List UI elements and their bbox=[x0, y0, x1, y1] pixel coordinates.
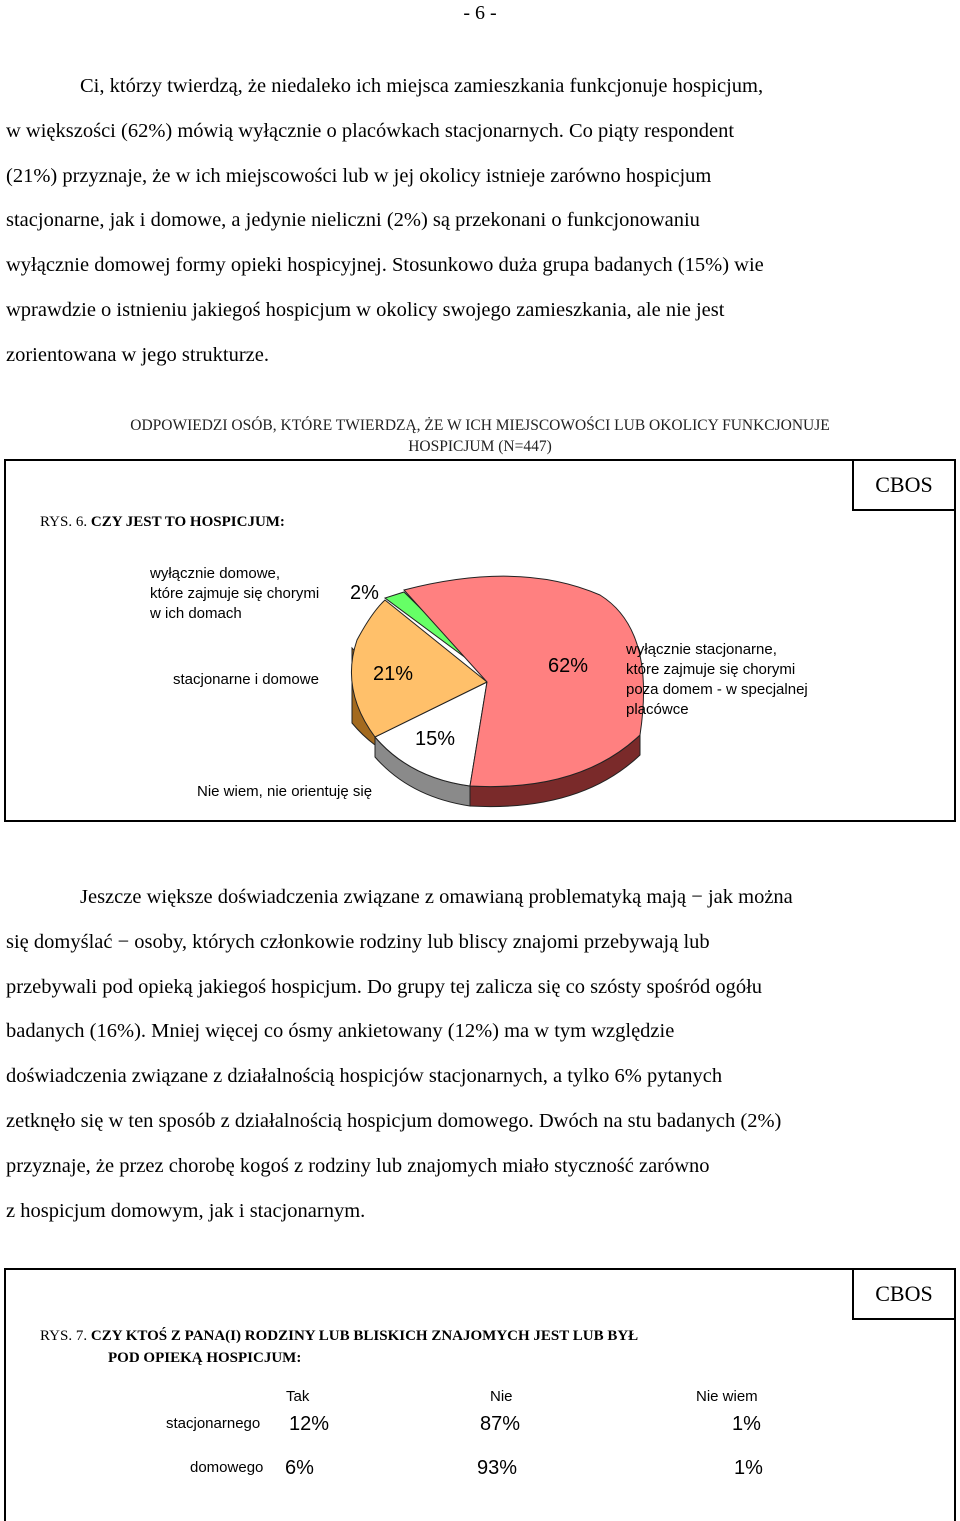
pct-niewiem: 15% bbox=[415, 728, 456, 750]
text-line: przyznaje, że przez chorobę kogoś z rodziny lub znajomych miało styczność zarówno bbox=[6, 1154, 710, 1177]
figure-6-title-line: ODPOWIEDZI OSÓB, KTÓRE TWIERDZĄ, ŻE W ICH MIEJSCOWOŚCI LUB OKOLICY FUNKCJONUJE bbox=[130, 417, 830, 434]
bar-value-tak: 6% bbox=[285, 1457, 314, 1479]
text-line: doświadczenia związane z działalnością hospicjów stacjonarnych, a tylko 6% pytanych bbox=[6, 1065, 723, 1088]
cbos-badge: CBOS bbox=[852, 459, 956, 511]
text-line: zorientowana w jego strukturze. bbox=[6, 343, 269, 366]
label-stac bbox=[626, 640, 808, 720]
label-niewiem: Nie wiem, nie orientuję się bbox=[197, 783, 373, 800]
label-line: wyłącznie domowe, bbox=[150, 565, 281, 582]
paragraph-2 bbox=[6, 875, 956, 1233]
bar-value-nie: 93% bbox=[477, 1457, 518, 1479]
cbos-badge: CBOS bbox=[852, 1268, 956, 1320]
bar-row-label: domowego bbox=[190, 1459, 264, 1476]
pct-domowe: 2% bbox=[350, 582, 379, 604]
figure-caption-title: POD OPIEKĄ HOSPICJUM: bbox=[108, 1350, 302, 1366]
bar-value-niewiem: 1% bbox=[734, 1457, 763, 1479]
text-line: z hospicjum domowym, jak i stacjonarnym. bbox=[6, 1199, 366, 1222]
text-line: wyłącznie domowej formy opieki hospicyjnej. Stosunkowo duża grupa badanych (15%) wie bbox=[6, 254, 764, 277]
pct-stac-dom: 21% bbox=[373, 663, 414, 685]
bar-value-tak: 12% bbox=[289, 1413, 330, 1435]
legend-tak: Tak bbox=[286, 1388, 310, 1405]
text-line: się domyślać − osoby, których członkowie rodziny lub bliscy znajomi przebywają lub bbox=[6, 930, 710, 953]
bar-value-nie: 87% bbox=[480, 1413, 521, 1435]
legend-niewiem: Nie wiem bbox=[696, 1388, 758, 1405]
text-line: badanych (16%). Mniej więcej co ósmy ankietowany (12%) ma w tym względzie bbox=[6, 1020, 675, 1043]
text-line: zetknęło się w ten sposób z działalnością hospicjum domowego. Dwóch na stu badanych (2%) bbox=[6, 1109, 782, 1132]
label-stac-dom: stacjonarne i domowe bbox=[173, 671, 319, 688]
label-line: które zajmuje się chorymi bbox=[626, 661, 796, 678]
figure-caption-title: CZY JEST TO HOSPICJUM: bbox=[90, 514, 285, 530]
text-line: stacjonarne, jak i domowe, a jedynie nieliczni (2%) są przekonani o funkcjonowaniu bbox=[6, 209, 700, 232]
figure-7-panel bbox=[4, 1268, 956, 1521]
label-line: w ich domach bbox=[150, 605, 242, 622]
label-line: które zajmuje się chorymi bbox=[150, 585, 320, 602]
figure-caption-title: CZY KTOŚ Z PANA(I) RODZINY LUB BLISKICH ZNAJOMYCH JEST LUB BYŁ bbox=[90, 1328, 639, 1344]
text-line: Jeszcze większe doświadczenia związane z omawianą problematyką mają − jak można bbox=[80, 886, 793, 908]
label-domowe bbox=[150, 564, 319, 624]
text-line: wprawdzie o istnieniu jakiegoś hospicjum w okolicy swojego zamieszkania, ale nie jest bbox=[6, 298, 725, 321]
bar-row-label: stacjonarnego bbox=[166, 1415, 261, 1432]
text-line: (21%) przyznaje, że w ich miejscowości lub w jej okolicy istnieje zarówno hospicjum bbox=[6, 164, 712, 187]
text-line: Ci, którzy twierdzą, że niedaleko ich miejsca zamieszkania funkcjonuje hospicjum, bbox=[80, 75, 764, 97]
bar-value-niewiem: 1% bbox=[732, 1413, 761, 1435]
figure-6-title-line: HOSPICJUM (N=447) bbox=[408, 438, 552, 455]
page-number: - 6 - bbox=[463, 2, 497, 24]
label-line: wyłącznie stacjonarne, bbox=[626, 641, 777, 658]
figure-number: RYS. 7. bbox=[40, 1328, 88, 1344]
text-line: w większości (62%) mówią wyłącznie o placówkach stacjonarnych. Co piąty respondent bbox=[6, 119, 735, 142]
pct-stac: 62% bbox=[548, 655, 589, 677]
figure-number: RYS. 6. bbox=[40, 514, 88, 530]
legend-nie: Nie bbox=[490, 1388, 513, 1405]
text-line: przebywali pod opieką jakiegoś hospicjum. Do grupy tej zalicza się co szósty spośród ogółu bbox=[6, 975, 763, 998]
figure-7-caption bbox=[40, 1325, 638, 1369]
label-line: poza domem - w specjalnej bbox=[626, 681, 808, 698]
label-line: placówce bbox=[626, 701, 689, 718]
